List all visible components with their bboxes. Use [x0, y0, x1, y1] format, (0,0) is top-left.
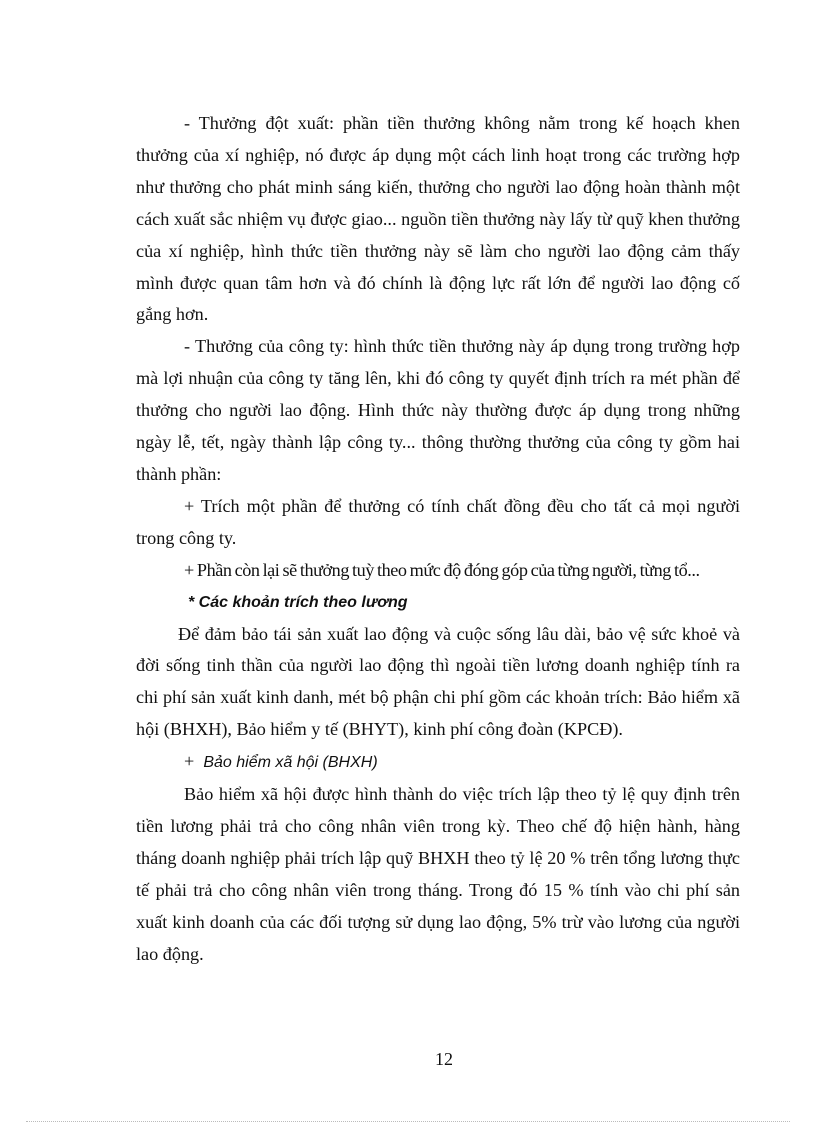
page-bottom-divider	[26, 1121, 790, 1122]
paragraph-bonus-part-two: + Phần còn lại sẽ thưởng tuỳ theo mức độ đóng góp của từng người, từng tổ...	[184, 559, 700, 580]
paragraph-social-insurance: Bảo hiểm xã hội được hình thành do việc trích lập theo tỷ lệ quy định trên tiền lương phải trả cho công nhân viên trong kỳ. Theo chế độ hiện hành, hàng tháng doanh nghiệp phải trích lập quỹ BHXH theo tỷ lệ 20 % trên tổng lương thực tế phải trả cho công nhân viên trong tháng. Trong đó 15 % tính vào chi phí sản xuất kinh doanh của các đối tượng sử dụng lao động, 5% trừ vào lương của người lao động.	[136, 784, 740, 964]
section-heading: * Các khoản trích theo lương	[188, 593, 408, 611]
paragraph-salary-deductions: Để đảm bảo tái sản xuất lao động và cuộc sống lâu dài, bảo vệ sức khoẻ và đời sống tinh thần của người lao động thì ngoài tiền lương doanh nghiệp tính ra chi phí sản xuất kinh danh, mét bộ phận chi phí gồm các khoản trích: Bảo hiểm xã hội (BHXH), Bảo hiểm y tế (BHYT), kinh phí công đoàn (KPCĐ).	[136, 623, 740, 740]
subsection-title: Bảo hiểm xã hội (BHXH)	[203, 754, 378, 772]
paragraph-bonus-part-one: + Trích một phần để thưởng có tính chất đồng đều cho tất cả mọi người trong công ty.	[136, 495, 740, 548]
page-content	[136, 108, 740, 970]
subsection-heading	[136, 746, 740, 779]
subsection-bullet: +	[184, 751, 195, 772]
paragraph-bonus-extraordinary: - Thưởng đột xuất: phần tiền thưởng không nằm trong kế hoạch khen thưởng của xí nghiệp, nó được áp dụng một cách linh hoạt trong các trường hợp như thưởng cho phát minh sáng kiến, thưởng cho người lao động hoàn thành một cách xuất sắc nhiệm vụ được giao... nguồn tiền thưởng này lấy từ quỹ khen thưởng của xí nghiệp, hình thức tiền thưởng này sẽ làm cho người lao động cảm thấy mình được quan tâm hơn và đó chính là động lực rất lớn để người lao động cố gắng hơn.	[136, 113, 740, 325]
paragraph-bonus-company: - Thưởng của công ty: hình thức tiền thưởng này áp dụng trong trường hợp mà lợi nhuận của công ty tăng lên, khi đó công ty quyết định trích ra mét phần để thưởng cho người lao động. Hình thức này thường được áp dụng trong những ngày lễ, tết, ngày thành lập công ty... thông thường thưởng của công ty gồm hai thành phần:	[136, 336, 740, 484]
page-number: 12	[435, 1049, 453, 1069]
